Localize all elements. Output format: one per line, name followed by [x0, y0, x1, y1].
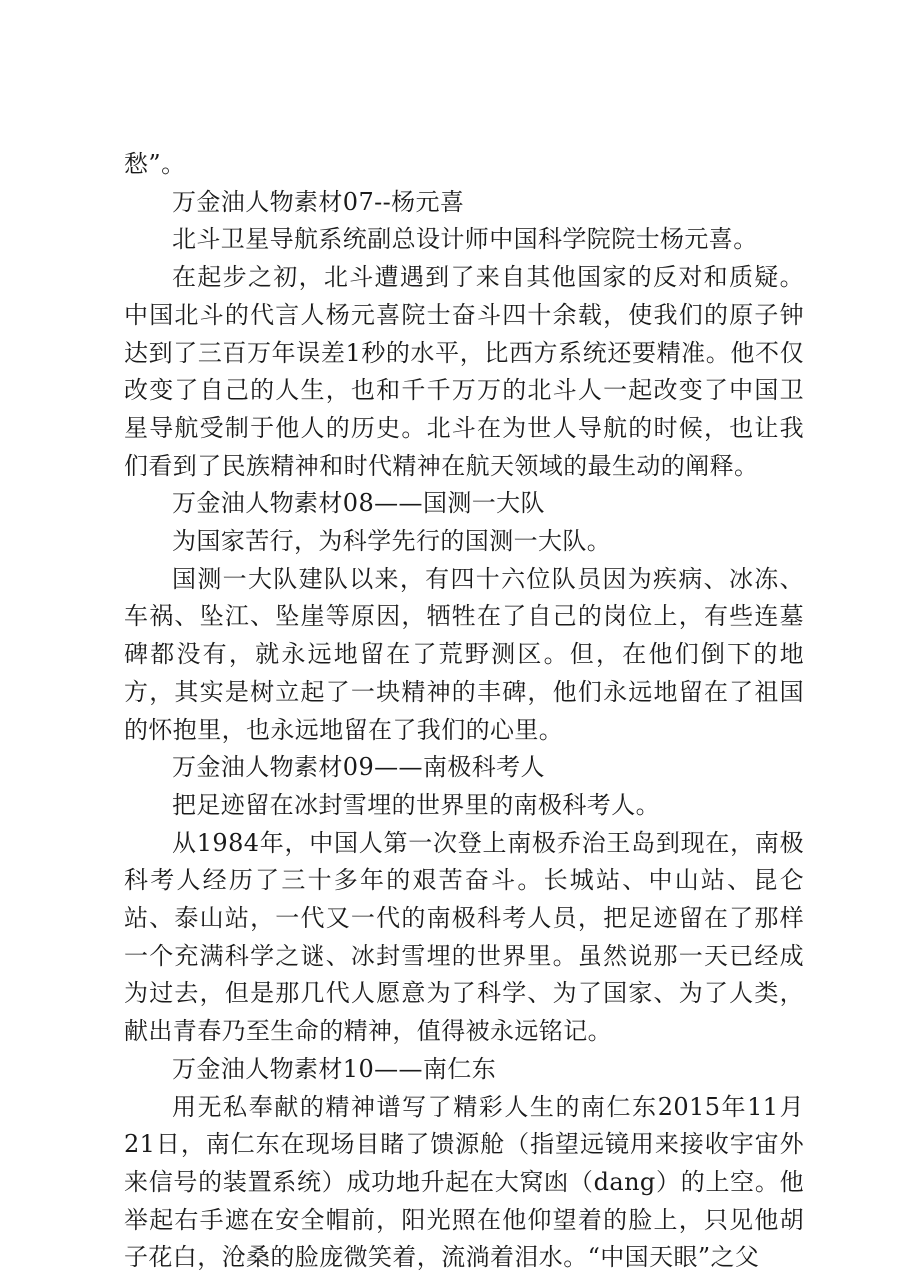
- paragraph-antarctic-body: 从1984年，中国人第一次登上南极乔治王岛到现在，南极科考人经历了三十多年的艰苦奋斗。长城站、中山站、昆仑站、泰山站，一代又一代的南极科考人员，把足迹留在了那样一个充满科学之谜、冰封雪埋的世界里。虽然说那一天已经成为过去，但是那几代人愿意为了科学、为了国家、为了人类，献出青春乃至生命的精神，值得被永远铭记。: [124, 828, 804, 1046]
- document-body: [124, 146, 804, 1277]
- paragraph-survey-team-body: 国测一大队建队以来，有四十六位队员因为疾病、冰冻、车祸、坠江、坠崖等原因，牺牲在了自己的岗位上，有些连墓碑都没有，就永远地留在了荒野测区。但，在他们倒下的地方，其实是树立起了一块精神的丰碑，他们永远地留在了祖国的怀抱里，也永远地留在了我们的心里。: [124, 564, 804, 744]
- paragraph-nan-rendong-body: 用无私奉献的精神谱写了精彩人生的南仁东2015年11月21日，南仁东在现场目睹了馈源舱（指望远镜用来接收宇宙外来信号的装置系统）成功地升起在大窝凼（dang）的上空。他举起右手遮在安全帽前，阳光照在他仰望着的脸上，只见他胡子花白，沧桑的脸庞微笑着，流淌着泪水。“中国天眼”之父: [124, 1092, 804, 1272]
- heading-material-10: 万金油人物素材10——南仁东: [172, 1054, 497, 1083]
- paragraph-yang-yuanxi-intro: 北斗卫星导航系统副总设计师中国科学院院士杨元喜。: [172, 225, 758, 254]
- paragraph-yang-yuanxi-body: 在起步之初，北斗遭遇到了来自其他国家的反对和质疑。中国北斗的代言人杨元喜院士奋斗四十余载，使我们的原子钟达到了三百万年误差1秒的水平，比西方系统还要精准。他不仅改变了自己的人生，也和千千万万的北斗人一起改变了中国卫星导航受制于他人的历史。北斗在为世人导航的时候，也让我们看到了民族精神和时代精神在航天领域的最生动的阐释。: [124, 263, 804, 480]
- paragraph-continuation: 愁”。: [124, 150, 186, 178]
- heading-material-09: 万金油人物素材09——南极科考人: [172, 753, 545, 782]
- heading-material-07: 万金油人物素材07--杨元喜: [172, 187, 465, 216]
- paragraph-survey-team-intro: 为国家苦行，为科学先行的国测一大队。: [172, 527, 612, 556]
- paragraph-antarctic-intro: 把足迹留在冰封雪埋的世界里的南极科考人。: [172, 790, 660, 819]
- heading-material-08: 万金油人物素材08——国测一大队: [172, 489, 545, 518]
